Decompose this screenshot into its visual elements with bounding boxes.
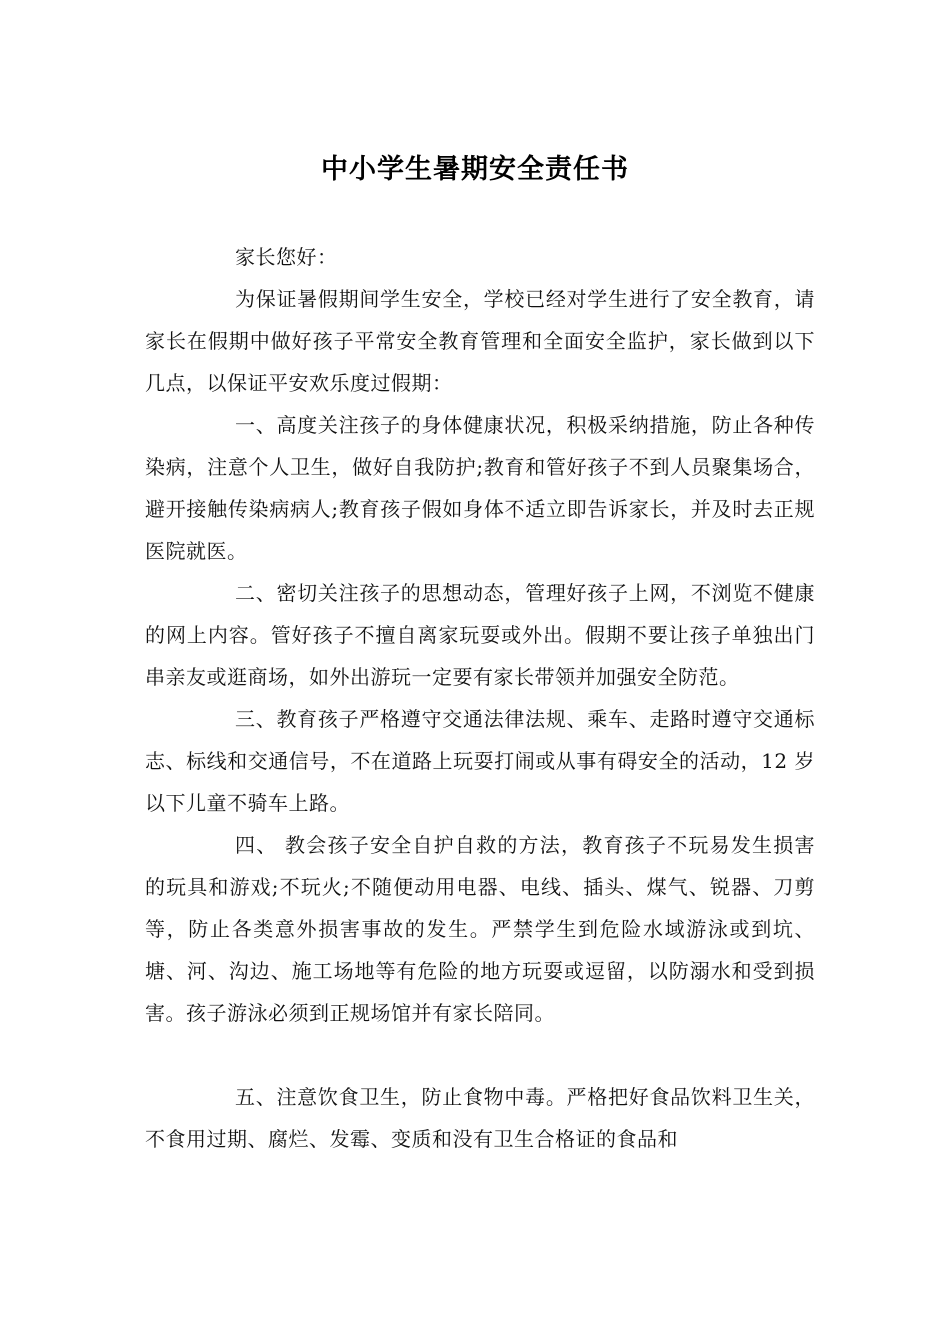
document-body	[145, 236, 815, 1160]
greeting-line: 家长您好：	[235, 245, 338, 269]
item-four-paragraph: 四、 教会孩子安全自护自救的方法，教育孩子不玩易发生损害的玩具和游戏;不玩火;不随便动用电器、电线、插头、煤气、锐器、刀剪等，防止各类意外损害事故的发生。严禁学生到危险水域游泳或到坑、塘、河、沟边、施工场地等有危险的地方玩耍或逗留，以防溺水和受到损害。孩子游泳必须到正规场馆并有家长陪同。	[145, 833, 815, 1025]
item-two-paragraph: 二、密切关注孩子的思想动态，管理好孩子上网，不浏览不健康的网上内容。管好孩子不擅自离家玩耍或外出。假期不要让孩子单独出门串亲友或逛商场，如外出游玩一定要有家长带领并加强安全防范。	[145, 581, 815, 689]
item-one-paragraph: 一、高度关注孩子的身体健康状况，积极采纳措施，防止各种传染病，注意个人卫生，做好自我防护;教育和管好孩子不到人员聚集场合，避开接触传染病病人;教育孩子假如身体不适立即告诉家长，并及时去正规医院就医。	[145, 413, 815, 563]
item-three-paragraph: 三、教育孩子严格遵守交通法律法规、乘车、走路时遵守交通标志、标线和交通信号，不在道路上玩耍打闹或从事有碍安全的活动，12 岁以下儿童不骑车上路。	[145, 707, 815, 815]
document-title: 中小学生暑期安全责任书	[321, 154, 629, 185]
item-five-paragraph: 五、注意饮食卫生，防止食物中毒。严格把好食品饮料卫生关，不食用过期、腐烂、发霉、变质和没有卫生合格证的食品和	[145, 1085, 815, 1151]
paragraph-gap	[145, 1034, 815, 1076]
intro-paragraph: 为保证暑假期间学生安全，学校已经对学生进行了安全教育，请家长在假期中做好孩子平常安全教育管理和全面安全监护，家长做到以下几点，以保证平安欢乐度过假期：	[145, 287, 815, 395]
